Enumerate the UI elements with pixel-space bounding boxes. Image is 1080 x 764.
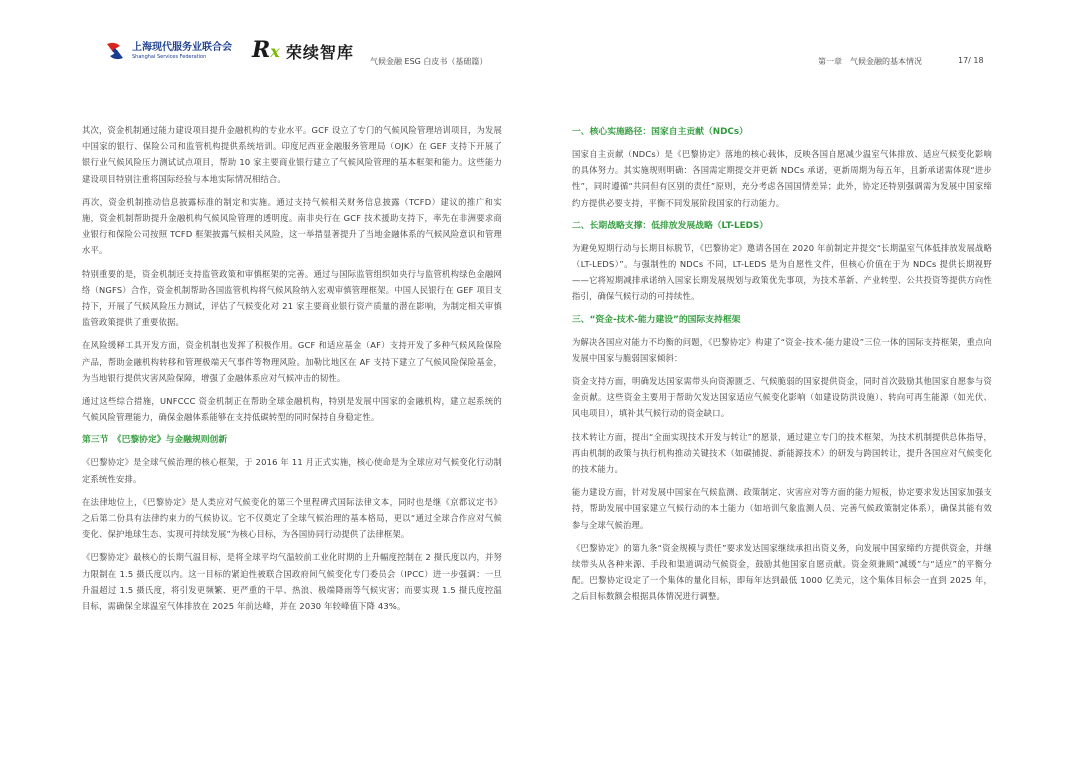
paragraph: 资金支持方面，明确发达国家需带头向资源匮乏、气候脆弱的国家提供资金，同时首次鼓励其他国家自愿参与资金贡献。这些资金主要用于帮助欠发达国家适应气候变化影响（如建设防洪设施）、转向可再生能源（如光伏、风电项目），填补其气候行动的资金缺口。: [572, 376, 992, 419]
paragraph: 其次，资金机制通过能力建设项目提升金融机构的专业水平。GCF 设立了专门的气候风险管理培训项目，为发展中国家的银行、保险公司和监管机构提供系统培训。印度尼西亚金融服务管理局（OJK）在 GEF 支持下开展了银行业气候风险压力测试试点项目，帮助 10 家主要商业银行建立了气候风险管理的基本框架和能力。这些能力建设项目特别注重将国际经验与本地实际情况相结合。: [82, 125, 502, 184]
paragraph: 通过这些综合措施，UNFCCC 资金机制正在帮助全球金融机构，特别是发展中国家的金融机构，建立起系统的气候风险管理能力，确保金融体系能够在支持低碳转型的同时保持自身稳定性。: [82, 396, 502, 423]
ssf-logo-icon: [104, 40, 126, 62]
brand-mark-accent: x: [270, 42, 280, 61]
brand-name: 荣续智库: [285, 42, 354, 62]
paragraph: 能力建设方面，针对发展中国家在气候监测、政策制定、灾害应对等方面的能力短板，协定要求发达国家加强支持，帮助发展中国家建立气候行动的本土能力（如培训气象监测人员、完善气候政策制定体系），确保其能有效参与全球气候治理。: [572, 487, 992, 530]
paragraph: 为解决各国应对能力不均衡的问题，《巴黎协定》构建了“资金-技术-能力建设”三位一体的国际支持框架，重点向发展中国家与脆弱国家倾斜：: [572, 336, 992, 363]
subsection-heading: 一、核心实施路径：国家自主贡献（NDCs）: [572, 127, 748, 137]
ssf-logo: [104, 40, 232, 62]
document-title: 气候金融 ESG 白皮书（基础篇）: [370, 57, 488, 66]
paragraph: 在风险缓释工具开发方面，资金机制也发挥了积极作用。GCF 和适应基金（AF）支持开发了多种气候风险保险产品，帮助金融机构转移和管理极端天气事件等物理风险。加勒比地区在 AF 支持下建立了气候风险保险基金，为当地银行提供灾害风险保障，增强了金融体系应对气候冲击的韧性。: [82, 340, 502, 383]
chapter-title: 第一章 气候金融的基本情况: [818, 57, 922, 66]
page-header: [0, 0, 1080, 80]
paragraph: 再次，资金机制推动信息披露标准的制定和实施。通过支持气候相关财务信息披露（TCFD）建议的推广和实施，资金机制帮助提升金融机构气候风险管理的透明度。南非央行在 GCF 技术援助支持下，率先在非洲要求商业银行和保险公司按照 TCFD 框架披露气候相关风险，这一举措显著提升了当地金融体系的气候风险意识和管理水平。: [82, 196, 502, 256]
left-column: [82, 122, 502, 621]
paragraph: 为避免短期行动与长期目标脱节，《巴黎协定》邀请各国在 2020 年前制定并提交“长期温室气体低排放发展战略（LT-LEDS）”。与强制性的 NDCs 不同，LT-LEDS 是为自愿性文件，但核心价值在于为 NDCs 提供长期视野——它将短期减排承诺纳入国家长期发展规划与政策优先事项，为技术革新、产业转型、公共投资等提供方向性指引，确保气候行动的可持续性。: [572, 242, 992, 302]
brand-mark: Rx: [252, 37, 280, 63]
paragraph: 在法律地位上，《巴黎协定》是人类应对气候变化的第三个里程碑式国际法律文本，同时也是继《京都议定书》之后第二份具有法律约束力的气候协议。它不仅奠定了全球气候治理的基本格局，更以“通过全球合作应对气候变化、保护地球生态、实现可持续发展”为核心目标，为各国协同行动提供了法律框架。: [82, 496, 502, 540]
paragraph: 《巴黎协定》的第九条“资金规模与责任”要求发达国家继续承担出资义务，向发展中国家缔约方提供资金，并继续带头从各种来源、手段和渠道调动气候资金，鼓励其他国家自愿贡献。资金须兼顾“减缓”与“适应”的平衡分配。巴黎协定设定了一个集体的量化目标，即每年达到最低 1000 亿美元，这个集体目标会一直到 2025 年，之后目标数额会根据具体情况进行调整。: [572, 542, 992, 602]
page-number: 17/ 18: [958, 56, 984, 65]
paragraph: 技术转让方面，提出“全面实现技术开发与转让”的愿景，通过建立专门的技术框架，为技术机制提供总体指导，再由机制的政策与执行机构推动关键技术（如碳捕捉、新能源技术）的研发与跨国转让，提升各国应对气候变化的技术能力。: [572, 431, 992, 475]
subsection-heading: 二、长期战略支撑：低排放发展战略（LT-LEDS）: [572, 220, 769, 231]
section-heading: 第三节 《巴黎协定》与金融规则创新: [82, 435, 228, 446]
paragraph: 《巴黎协定》是全球气候治理的核心框架，于 2016 年 11 月正式实施，核心使命是为全球应对气候变化行动制定系统性安排。: [82, 457, 502, 484]
right-column: [572, 122, 992, 612]
paragraph: 特别重要的是，资金机制还支持监管政策和审慎框架的完善。通过与国际监管组织如央行与监管机构绿色金融网络（NGFS）合作，资金机制帮助各国监管机构将气候风险纳入宏观审慎管理框架。中国人民银行在 GEF 项目支持下，开展了气候风险压力测试，评估了气候变化对 21 家主要商业银行资产质量的潜在影响，为制定相关审慎监管政策提供了重要依据。: [82, 268, 502, 328]
subsection-heading: 三、“资金-技术-能力建设”的国际支持框架: [572, 314, 741, 325]
brand-logo: [252, 38, 354, 64]
paragraph: 《巴黎协定》最核心的长期气温目标，是将全球平均气温较前工业化时期的上升幅度控制在 2 摄氏度以内，并努力限制在 1.5 摄氏度以内。这一目标的紧迫性被联合国政府间气候变化专门委员会（IPCC）进一步强调：一旦升温超过 1.5 摄氏度，将引发更频繁、更严重的干旱、热浪、极端降雨等气候灾害；而要实现 1.5 摄氏度控温目标，需确保全球温室气体排放在 2025 年前达峰，并在 2030 年较峰值下降 43%。: [82, 552, 502, 612]
org-name-en: Shanghai Services Federation: [132, 53, 207, 60]
paragraph: 国家自主贡献（NDCs）是《巴黎协定》落地的核心载体，反映各国自愿减少温室气体排放、适应气候变化影响的具体努力。其实施规则明确：各国需定期提交并更新 NDCs 承诺，更新周期为每五年，且新承诺需体现“进步性”，同时遵循“共同但有区别的责任”原则，充分考虑各国国情差异；此外，协定还特别强调需为发展中国家缔约方提供必要支持，平衡不同发展阶段国家的行动能力。: [572, 149, 992, 208]
org-name-cn: 上海现代服务业联合会: [132, 41, 232, 53]
